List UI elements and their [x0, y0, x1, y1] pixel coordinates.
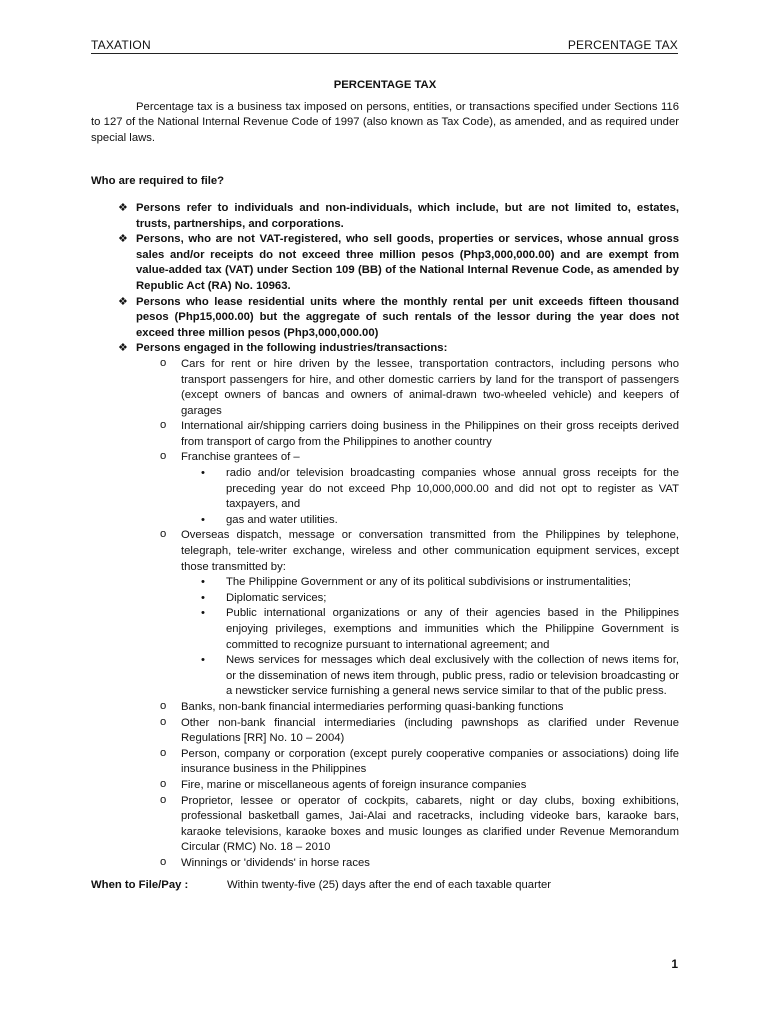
industry-item-winnings	[136, 856, 679, 872]
industry-text: Other non-bank financial intermediaries (including pawnshops as clarified under Revenue Regulations [RR] No. 10 – 2004)	[181, 716, 679, 745]
industry-item-life-insurance	[136, 747, 679, 778]
when-to-file-row	[91, 878, 679, 894]
dot-bullet-icon: •	[201, 607, 205, 620]
list-item-text: The Philippine Government or any of its political subdivisions or instrumentalities;	[226, 576, 631, 589]
diamond-bullet-icon: ❖	[118, 342, 128, 355]
circle-bullet-icon: o	[160, 419, 167, 432]
industry-text: Franchise grantees of –	[181, 451, 300, 464]
overseas-sublist	[181, 575, 679, 700]
circle-bullet-icon: o	[160, 528, 167, 541]
diamond-bullet-icon: ❖	[118, 233, 128, 246]
list-item	[181, 606, 679, 653]
list-item	[181, 466, 679, 513]
header-left: TAXATION	[91, 38, 151, 52]
industry-item-cockpits	[136, 794, 679, 856]
circle-bullet-icon: o	[160, 450, 167, 463]
list-item-text: gas and water utilities.	[226, 513, 338, 526]
diamond-bullet-icon: ❖	[118, 201, 128, 214]
list-item-text: Persons refer to individuals and non-individuals, which include, but are not limited to, estates, trusts, partnerships, and corporations.	[136, 201, 679, 230]
industry-text: Winnings or 'dividends' in horse races	[181, 856, 370, 869]
industry-text: Proprietor, lessee or operator of cockpits, cabarets, night or day clubs, boxing exhibitions, professional basketball games, Jai-Alai and racetracks, including videoke bars, karaoke bars, karaoke televisions, karaoke boxes and music lounges as clarified under Revenue Memorandum Circular (RMC) No. 18 – 2010	[181, 794, 679, 854]
dot-bullet-icon: •	[201, 467, 205, 480]
document-title: PERCENTAGE TAX	[333, 79, 437, 91]
list-item	[91, 341, 679, 871]
circle-bullet-icon: o	[160, 777, 167, 790]
list-item	[91, 201, 679, 232]
when-label: When to File/Pay :	[91, 878, 189, 891]
list-item-text: Persons who lease residential units where the monthly rental per unit exceeds fifteen thousand pesos (Php15,000.00) but the aggregate of such rentals of the lessor during the year does not exceed three million pesos (Php3,000,000.00)	[136, 295, 679, 339]
circle-bullet-icon: o	[160, 715, 167, 728]
dot-bullet-icon: •	[201, 513, 205, 526]
header-right: PERCENTAGE TAX	[567, 38, 678, 52]
industry-item-fire-marine	[136, 778, 679, 794]
list-item	[91, 232, 679, 294]
list-item-text: Diplomatic services;	[226, 591, 327, 604]
list-item-text: Persons, who are not VAT-registered, who sell goods, properties or services, whose annual gross sales and/or receipts do not exceed three million pesos (Php3,000,000.00) and are exempt from value-added tax (VAT) under Section 109 (BB) of the National Internal Revenue Code, as amended by Republic Act (RA) No. 10963.	[136, 233, 679, 292]
list-item-text: News services for messages which deal exclusively with the collection of news items for, or the dissemination of news item through, public press, radio or television broadcasting or a newsticker service furnishing a general news service similar to that of the public press.	[226, 654, 679, 698]
industry-item-banks	[136, 700, 679, 716]
list-item	[181, 575, 679, 591]
industry-text: Banks, non-bank financial intermediaries performing quasi-banking functions	[181, 700, 564, 713]
list-item	[181, 653, 679, 700]
circle-bullet-icon: o	[160, 855, 167, 868]
dot-bullet-icon: •	[201, 576, 205, 589]
list-item-text: Public international organizations or any of their agencies based in the Philippines enjoying privileges, exemptions and immunities which the Philippine Government is committed to recognize pursuant to international agreement; and	[226, 607, 679, 651]
when-value: Within twenty-five (25) days after the end of each taxable quarter	[227, 878, 552, 891]
list-item	[181, 591, 679, 607]
franchise-sublist	[181, 466, 679, 528]
circle-bullet-icon: o	[160, 793, 167, 806]
industry-text: Overseas dispatch, message or conversation transmitted from the Philippines by telephone, telegraph, tele-writer exchange, wireless and other communication equipment services, except those transmitted by:	[181, 529, 679, 573]
industry-item-franchise	[136, 450, 679, 528]
industry-text: International air/shipping carriers doing business in the Philippines on their gross receipts derived from transport of cargo from the Philippines to another country	[181, 420, 679, 448]
industry-item-other-nonbank	[136, 716, 679, 747]
list-item-text: radio and/or television broadcasting companies whose annual gross receipts for the preceding year do not exceed Php 10,000,000.00 and did not opt to register as VAT taxpayers, and	[226, 467, 679, 511]
dot-bullet-icon: •	[201, 654, 205, 667]
industry-text: Person, company or corporation (except purely cooperative companies or associations) doing life insurance business in the Philippines	[181, 747, 679, 776]
who-heading: Who are required to file?	[91, 175, 225, 188]
list-item	[181, 513, 679, 529]
circle-bullet-icon: o	[160, 699, 167, 712]
industry-list	[136, 357, 679, 872]
page-header	[91, 38, 678, 54]
industry-text: Fire, marine or miscellaneous agents of foreign insurance companies	[181, 778, 527, 791]
diamond-bullet-icon: ❖	[118, 295, 128, 308]
filer-list	[91, 201, 679, 872]
intro-paragraph: Percentage tax is a business tax imposed on persons, entities, or transactions specified under Sections 116 to 127 of the National Internal Revenue Code of 1997 (also known as Tax Code), as amended, and as required under special laws.	[91, 100, 679, 144]
industry-item-intl-carriers	[136, 419, 679, 450]
industry-text: Cars for rent or hire driven by the lessee, transportation contractors, including persons who transport passengers for hire, and other domestic carriers by land for the transport of passengers (except owners of bancas and owners of animal-drawn two-wheeled vehicle) and keepers of garages	[181, 357, 679, 417]
page-number: 1	[671, 957, 678, 971]
dot-bullet-icon: •	[201, 591, 205, 604]
industry-item-overseas	[136, 528, 679, 700]
list-item	[91, 295, 679, 342]
document-body	[91, 78, 679, 893]
list-item-text: Persons engaged in the following industries/transactions:	[136, 342, 448, 355]
circle-bullet-icon: o	[160, 356, 167, 369]
industry-item-cars	[136, 357, 679, 419]
circle-bullet-icon: o	[160, 746, 167, 759]
